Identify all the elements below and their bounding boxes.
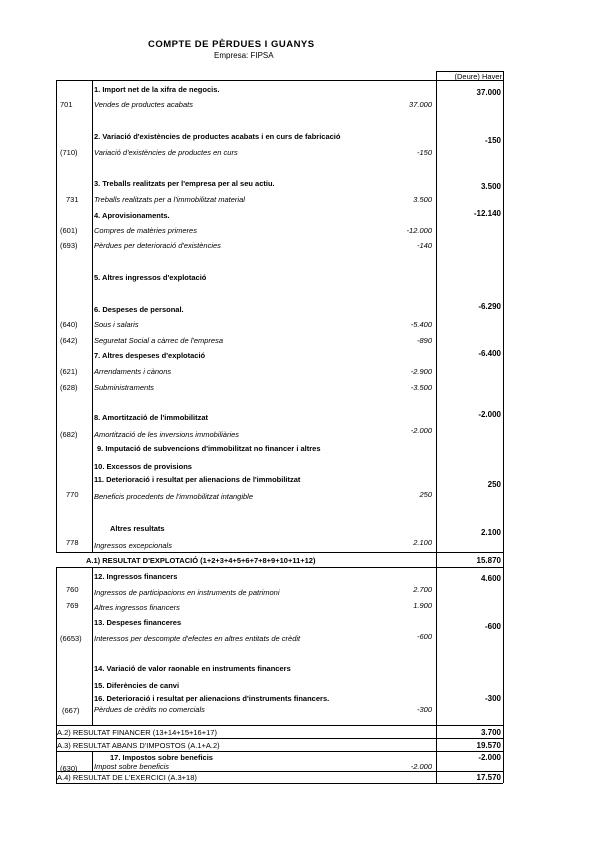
account-amount: -140 [416, 241, 432, 250]
account-amount: -890 [416, 336, 432, 345]
subtotal-a2-value: 3.700 [480, 728, 501, 737]
account-description: Impost sobre beneficis [94, 762, 170, 771]
subtotal-a1-value: 15.870 [476, 556, 501, 565]
line-heading-10: 10. Excessos de provisions [94, 462, 192, 471]
account-description: Vendes de productes acabats [94, 100, 193, 109]
line-heading-17: 17. Impostos sobre beneficis [110, 753, 213, 762]
account-code: 770 [66, 490, 79, 499]
account-code: 769 [66, 601, 79, 610]
line-heading-6: 6. Despeses de personal. [94, 305, 184, 314]
line-heading-1: 1. Import net de la xifra de negocis. [94, 85, 220, 94]
line-heading-11: 11. Deterioració i resultat per alienacions de l'immobilitzat [94, 475, 301, 484]
line-heading-5: 5. Altres ingressos d'explotació [94, 273, 207, 282]
section-total: 4.600 [480, 574, 501, 583]
account-amount: 2.100 [413, 538, 432, 547]
section-total: -2.000 [478, 753, 501, 762]
account-amount: -12.000 [406, 226, 432, 235]
account-description: Variació d'existències de productes en curs [94, 148, 238, 157]
column-header-deure-haver: (Deure) Haver [454, 72, 502, 81]
account-code: (710) [60, 148, 78, 157]
section-total: 37.000 [476, 88, 501, 97]
line-heading-13: 13. Despeses financeres [94, 618, 182, 627]
account-description: Ingressos de participacions en instruments de patrimoni [94, 588, 280, 597]
account-description: Compres de matèries primeres [94, 226, 197, 235]
account-description: Treballs realitzats per a l'immobilitzat material [94, 195, 245, 204]
section-total: 250 [487, 480, 501, 489]
section-total: -600 [484, 622, 501, 631]
account-code: (630) [60, 764, 78, 773]
frame-line [56, 771, 503, 772]
account-amount: 250 [419, 490, 432, 499]
frame-line [436, 71, 437, 783]
account-code: (667) [62, 706, 80, 715]
frame-line [503, 71, 504, 783]
line-heading-4: 4. Aprovisionaments. [94, 211, 170, 220]
account-amount: -2.000 [410, 426, 432, 435]
line-heading-14: 14. Variació de valor raonable en instruments financers [94, 664, 291, 673]
frame-line [56, 783, 503, 784]
section-total: -300 [484, 694, 501, 703]
frame-line [56, 567, 503, 568]
account-amount: -150 [416, 148, 432, 157]
account-amount: 37.000 [409, 100, 432, 109]
account-code: (621) [60, 367, 78, 376]
account-code: 778 [66, 538, 79, 547]
account-amount: 3.500 [413, 195, 432, 204]
account-code: 760 [66, 585, 79, 594]
frame-line [92, 80, 93, 552]
account-description: Interessos per descompte d'efectes en altres entitats de crèdit [94, 634, 301, 643]
section-total: -12.140 [473, 209, 501, 218]
account-description: Pèrdues de crèdits no comercials [94, 705, 205, 714]
account-code: (642) [60, 336, 78, 345]
line-heading-15: 15. Diferències de canvi [94, 681, 180, 690]
line-heading-16: 16. Deterioració i resultat per alienacions d'instruments financers. [94, 694, 330, 703]
subtotal-a4-label: A.4) RESULTAT DE L'EXERCICI (A.3+18) [57, 773, 197, 782]
subtotal-a2-label: A.2) RESULTAT FINANCER (13+14+15+16+17) [57, 728, 217, 737]
line-heading-12: Altres resultats [110, 524, 165, 533]
account-code: (693) [60, 241, 78, 250]
section-total: -150 [484, 136, 501, 145]
line-heading-9: 9. Imputació de subvencions d'immobilitzat no financer i altres [97, 444, 321, 453]
account-code: (6653) [60, 634, 82, 643]
subtotal-a4-value: 17.570 [476, 773, 501, 782]
section-total: -2.000 [478, 410, 501, 419]
line-heading-12-financial: 12. Ingressos financers [94, 572, 178, 581]
account-code: (601) [60, 226, 78, 235]
frame-line [56, 725, 503, 726]
account-description: Arrendaments i cànons [94, 367, 172, 376]
account-description: Amortització de les inversions immobiliàries [94, 430, 240, 439]
account-amount: -2.000 [410, 762, 432, 771]
account-code: 701 [60, 100, 73, 109]
section-total: 2.100 [480, 528, 501, 537]
line-heading-8: 8. Amortització de l'immobilitzat [94, 413, 209, 422]
account-code: (640) [60, 320, 78, 329]
account-code: (628) [60, 383, 78, 392]
subtotal-a3-value: 19.570 [476, 741, 501, 750]
company-name: Empresa: FIPSA [214, 51, 274, 60]
frame-line [56, 80, 57, 552]
subtotal-a1-label: A.1) RESULTAT D'EXPLOTACIÓ (1+2+3+4+5+6+7+8+9+10+11+12) [86, 556, 316, 565]
account-description: Subministraments [94, 383, 155, 392]
account-description: Pèrdues per deterioració d'existències [94, 241, 221, 250]
line-heading-3: 3. Treballs realitzats per l'empresa per al seu actiu. [94, 179, 275, 188]
section-total: -6.400 [478, 349, 501, 358]
account-amount: 2.700 [413, 585, 432, 594]
section-total: 3.500 [480, 182, 501, 191]
account-description: Ingressos excepcionals [94, 541, 172, 550]
line-heading-7: 7. Altres despeses d'explotació [94, 351, 206, 360]
account-amount: -5.400 [410, 320, 432, 329]
frame-line [92, 751, 93, 771]
account-description: Seguretat Social a càrrec de l'empresa [94, 336, 223, 345]
frame-line [56, 751, 503, 752]
subtotal-a3-label: A.3) RESULTAT ABANS D'IMPOSTOS (A.1+A.2) [57, 741, 220, 750]
frame-line [56, 80, 503, 81]
account-code: (682) [60, 430, 78, 439]
frame-line [56, 738, 503, 739]
frame-line [56, 567, 57, 725]
account-amount: -300 [416, 705, 432, 714]
frame-line [92, 567, 93, 725]
section-total: -6.290 [478, 302, 501, 311]
account-amount: -600 [416, 632, 432, 641]
account-amount: -2.900 [410, 367, 432, 376]
line-heading-2: 2. Variació d'existències de productes acabats i en curs de fabricació [94, 132, 341, 141]
account-amount: -3.500 [410, 383, 432, 392]
account-description: Beneficis procedents de l'immobilitzat intangible [94, 492, 254, 501]
report-title: COMPTE DE PÈRDUES I GUANYS [148, 39, 315, 50]
account-description: Sous i salaris [94, 320, 139, 329]
frame-line [56, 552, 503, 553]
account-code: 731 [66, 195, 79, 204]
account-amount: 1.900 [413, 601, 432, 610]
account-description: Altres ingressos financers [94, 603, 180, 612]
